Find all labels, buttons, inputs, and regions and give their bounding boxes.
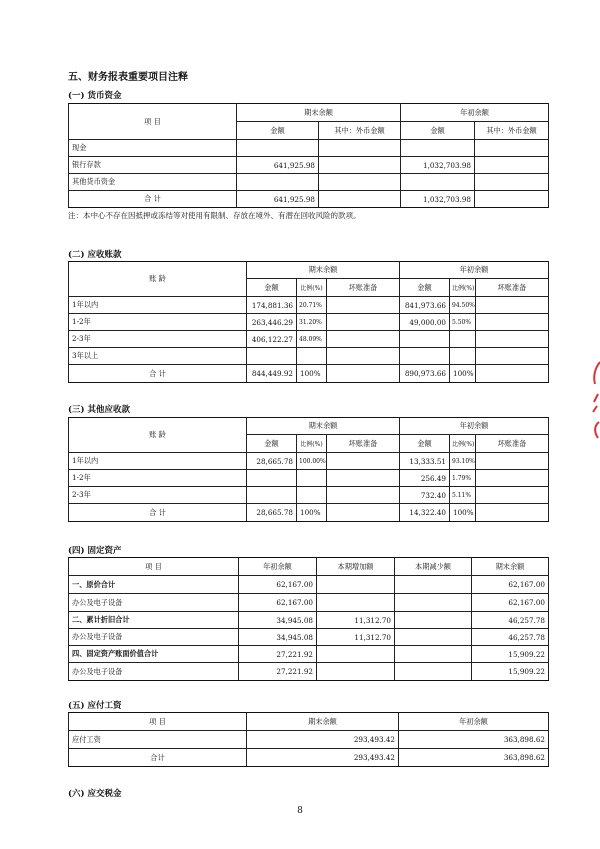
begin: 34,945.08 [239, 629, 317, 646]
other-receivables-title: (三) 其他应收款 [68, 405, 131, 415]
end: 62,167.00 [472, 576, 549, 594]
receivables-table [68, 261, 549, 383]
end-amount [247, 348, 297, 365]
begin-provision [476, 297, 549, 314]
other-header-begin: 年初余额 [400, 418, 549, 435]
total-end-provision [327, 365, 400, 383]
begin-foreign [475, 174, 549, 191]
table-row [69, 453, 549, 470]
section-title: 五、财务报表重要项目注释 [68, 72, 188, 83]
receivables-header-begin: 年初余额 [400, 262, 549, 279]
begin: 27,221.92 [239, 663, 317, 681]
fixed-assets-title: (四) 固定资产 [68, 546, 122, 556]
begin-ratio [450, 348, 476, 365]
decrease [395, 629, 472, 646]
cash-note: 注：本中心不存在因抵押或冻结等对使用有限制、存放在境外、有潜在回收风险的款项。 [68, 211, 361, 220]
table-row [69, 140, 549, 157]
end-amount: 641,925.98 [237, 157, 319, 174]
cash-header-end-foreign: 其中：外币金额 [319, 122, 401, 140]
end-foreign [319, 157, 401, 174]
row-label: 一、原价合计 [69, 576, 239, 594]
receivables-header-end: 期末余额 [247, 262, 400, 279]
begin-provision [476, 314, 549, 331]
begin: 62,167.00 [239, 576, 317, 594]
row-label: 2-3年 [69, 487, 247, 504]
begin-ratio: 5.50% [450, 314, 476, 331]
end-amount: 28,665.78 [247, 453, 297, 470]
decrease [395, 646, 472, 663]
total-label: 合 计 [69, 504, 247, 522]
fa-header-end: 期末余额 [472, 558, 549, 576]
end-provision [327, 453, 400, 470]
other-receivables-table [68, 417, 549, 522]
payroll-title: (五) 应付工资 [68, 701, 122, 711]
total-row [69, 504, 549, 522]
end-provision [327, 470, 400, 487]
increase [317, 594, 395, 612]
total-row [69, 365, 549, 383]
end-ratio: 100.00% [297, 453, 327, 470]
taxes-title: (六) 应交税金 [68, 789, 122, 799]
end-provision [327, 297, 400, 314]
header-ratio: 比例(%) [297, 435, 327, 453]
begin: 62,167.00 [239, 594, 317, 612]
row-label: 应付工资 [69, 731, 247, 749]
total-label: 合 计 [69, 365, 247, 383]
fa-header-begin: 年初余额 [239, 558, 317, 576]
end-ratio [297, 487, 327, 504]
begin-provision [476, 453, 549, 470]
table-row [69, 331, 549, 348]
total-end: 293,493.42 [247, 749, 399, 767]
total-row [69, 749, 549, 767]
begin-provision [476, 470, 549, 487]
total-end: 641,925.98 [237, 191, 319, 208]
header-ratio: 比例(%) [297, 279, 327, 297]
cash-header-begin: 年初余额 [401, 104, 549, 122]
header-amount: 金额 [400, 279, 450, 297]
fa-header-decrease: 本期减少额 [395, 558, 472, 576]
begin-amount: 841,973.66 [400, 297, 450, 314]
begin-ratio: 93.10% [450, 453, 476, 470]
end: 62,167.00 [472, 594, 549, 612]
header-amount: 金额 [400, 435, 450, 453]
total-begin-provision [476, 365, 549, 383]
row-label: 1年以内 [69, 453, 247, 470]
cash-title: (一) 货币资金 [68, 91, 122, 101]
end-ratio [297, 348, 327, 365]
row-label: 办公及电子设备 [69, 594, 239, 612]
cash-header-end-amount: 金额 [237, 122, 319, 140]
begin: 34,945.08 [239, 612, 317, 629]
begin-ratio [450, 331, 476, 348]
total-end-ratio: 100% [297, 365, 327, 383]
header-provision: 坏账准备 [327, 279, 400, 297]
decrease [395, 576, 472, 594]
end-provision [327, 331, 400, 348]
seal-stamp-fragment [589, 360, 600, 440]
begin-foreign [475, 157, 549, 174]
cash-header-begin-amount: 金额 [401, 122, 475, 140]
header-ratio: 比例(%) [450, 435, 476, 453]
begin-amount: 256.49 [400, 470, 450, 487]
header-ratio: 比例(%) [450, 279, 476, 297]
row-label: 其他货币资金 [69, 174, 237, 191]
payroll-header-item: 项 目 [69, 713, 247, 731]
table-row [69, 348, 549, 365]
table-row [69, 174, 549, 191]
page-number: 8 [297, 806, 303, 816]
end-foreign [319, 140, 401, 157]
total-end-ratio: 100% [297, 504, 327, 522]
table-row [69, 487, 549, 504]
begin: 363,898.62 [399, 731, 549, 749]
decrease [395, 663, 472, 681]
begin-amount: 13,333.51 [400, 453, 450, 470]
total-begin-amount: 14,322.40 [400, 504, 450, 522]
total-end-amount: 844,449.92 [247, 365, 297, 383]
header-amount: 金额 [247, 435, 297, 453]
begin-amount [400, 331, 450, 348]
total-label: 合 计 [69, 191, 237, 208]
row-label: 现金 [69, 140, 237, 157]
end-ratio [297, 470, 327, 487]
begin-amount [401, 174, 475, 191]
cash-header-end: 期末余额 [237, 104, 401, 122]
decrease [395, 594, 472, 612]
end-provision [327, 348, 400, 365]
header-provision: 坏账准备 [327, 435, 400, 453]
other-header-age: 账 龄 [69, 418, 247, 453]
row-label: 1年以内 [69, 297, 247, 314]
increase [317, 576, 395, 594]
end-amount [247, 487, 297, 504]
end: 15,909.22 [472, 663, 549, 681]
end-amount [247, 470, 297, 487]
table-row [69, 297, 549, 314]
end-amount: 174,881.36 [247, 297, 297, 314]
end-provision [327, 487, 400, 504]
begin-provision [476, 487, 549, 504]
end-amount [237, 140, 319, 157]
end-ratio: 31.20% [297, 314, 327, 331]
other-header-end: 期末余额 [247, 418, 400, 435]
header-amount: 金额 [247, 279, 297, 297]
table-row [69, 576, 549, 594]
end-provision [327, 314, 400, 331]
begin-ratio: 94.50% [450, 297, 476, 314]
row-label: 二、累计折旧合计 [69, 612, 239, 629]
increase [317, 663, 395, 681]
row-label: 2-3年 [69, 331, 247, 348]
begin: 27,221.92 [239, 646, 317, 663]
total-end-amount: 28,665.78 [247, 504, 297, 522]
total-end-provision [327, 504, 400, 522]
cash-header-begin-foreign: 其中：外币金额 [475, 122, 549, 140]
begin-provision [476, 348, 549, 365]
payroll-header-begin: 年初余额 [399, 713, 549, 731]
begin-amount: 49,000.00 [400, 314, 450, 331]
row-label: 四、固定资产账面价值合计 [69, 646, 239, 663]
begin-amount: 1,032,703.98 [401, 157, 475, 174]
end-ratio: 48.09% [297, 331, 327, 348]
receivables-header-age: 账 龄 [69, 262, 247, 297]
end: 293,493.42 [247, 731, 399, 749]
end-foreign [319, 174, 401, 191]
table-row [69, 612, 549, 629]
receivables-title: (二) 应收账款 [68, 250, 122, 260]
payroll-table [68, 712, 549, 767]
begin-ratio: 5.11% [450, 487, 476, 504]
row-label: 办公及电子设备 [69, 663, 239, 681]
begin-provision [476, 331, 549, 348]
begin-amount [401, 140, 475, 157]
cash-header-item: 项 目 [69, 104, 237, 140]
begin-amount: 732.40 [400, 487, 450, 504]
total-end-foreign [319, 191, 401, 208]
table-row [69, 157, 549, 174]
end-amount: 406,122.27 [247, 331, 297, 348]
fa-header-item: 项 目 [69, 558, 239, 576]
cash-table [68, 103, 549, 208]
total-begin-foreign [475, 191, 549, 208]
begin-ratio: 1.79% [450, 470, 476, 487]
total-label: 合计 [69, 749, 247, 767]
total-begin-ratio: 100% [450, 365, 476, 383]
row-label: 办公及电子设备 [69, 629, 239, 646]
increase [317, 646, 395, 663]
row-label: 银行存款 [69, 157, 237, 174]
table-row [69, 731, 549, 749]
table-row [69, 629, 549, 646]
end: 46,257.78 [472, 629, 549, 646]
begin-amount [400, 348, 450, 365]
header-provision: 坏账准备 [476, 435, 549, 453]
table-row [69, 314, 549, 331]
end: 15,909.22 [472, 646, 549, 663]
end: 46,257.78 [472, 612, 549, 629]
total-begin: 1,032,703.98 [401, 191, 475, 208]
total-row [69, 191, 549, 208]
end-ratio: 20.71% [297, 297, 327, 314]
table-row [69, 470, 549, 487]
table-row [69, 646, 549, 663]
decrease [395, 612, 472, 629]
fixed-assets-table [68, 557, 549, 681]
increase: 11,312.70 [317, 612, 395, 629]
table-row [69, 594, 549, 612]
payroll-header-end: 期末余额 [247, 713, 399, 731]
header-provision: 坏账准备 [476, 279, 549, 297]
total-begin-provision [476, 504, 549, 522]
fa-header-increase: 本期增加额 [317, 558, 395, 576]
begin-foreign [475, 140, 549, 157]
row-label: 1-2年 [69, 470, 247, 487]
row-label: 3年以上 [69, 348, 247, 365]
end-amount: 263,446.29 [247, 314, 297, 331]
total-begin: 363,898.62 [399, 749, 549, 767]
total-begin-ratio: 100% [450, 504, 476, 522]
increase: 11,312.70 [317, 629, 395, 646]
total-begin-amount: 890,973.66 [400, 365, 450, 383]
table-row [69, 663, 549, 681]
end-amount [237, 174, 319, 191]
row-label: 1-2年 [69, 314, 247, 331]
